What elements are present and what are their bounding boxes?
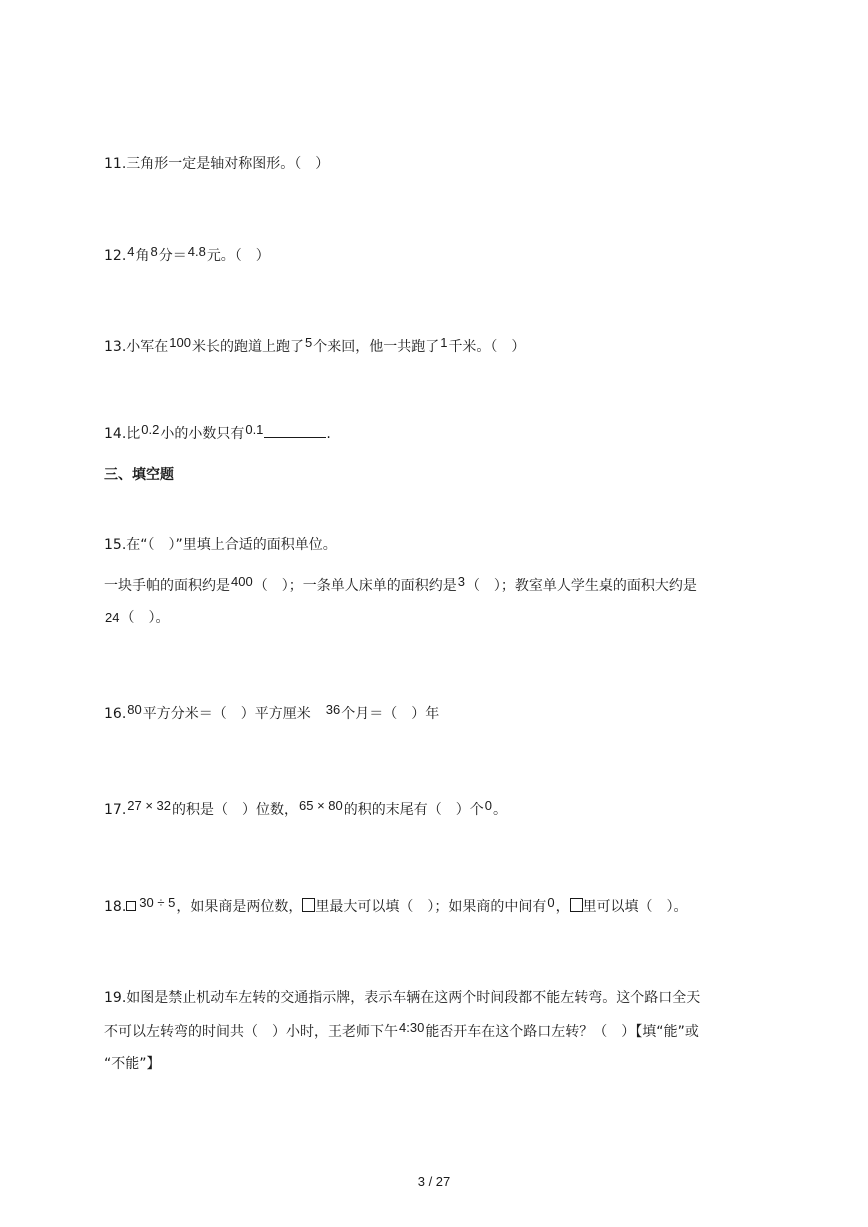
text: . bbox=[326, 426, 331, 442]
question-16 bbox=[104, 704, 439, 724]
number: 24 bbox=[105, 610, 120, 625]
text: 14.比 bbox=[104, 426, 141, 442]
question-number: 17. bbox=[104, 802, 127, 818]
question-17 bbox=[104, 800, 507, 820]
question-13 bbox=[104, 337, 525, 357]
question-14 bbox=[104, 423, 331, 444]
math-expression: 27 × 32 bbox=[127, 798, 172, 813]
number: 3 bbox=[457, 574, 465, 589]
number: 100 bbox=[169, 335, 191, 350]
blank-box-icon bbox=[126, 901, 136, 911]
question-15-line3 bbox=[104, 608, 169, 628]
text: 。 bbox=[493, 802, 507, 818]
text: 不可以左转弯的时间共（ ）小时，王老师下午 bbox=[104, 1024, 398, 1040]
number: 80 bbox=[127, 702, 142, 717]
text: （ ）；一条单人床单的面积约是 bbox=[253, 578, 457, 594]
math-expression: 65 × 80 bbox=[299, 798, 343, 813]
text: 能否开车在这个路口左转？（ ）【填“能”或 bbox=[425, 1024, 699, 1040]
question-19 bbox=[104, 988, 700, 1008]
text: 里可以填（ ）。 bbox=[582, 899, 688, 915]
question-number: 16. bbox=[104, 706, 127, 722]
number: 4.8 bbox=[187, 244, 206, 259]
number: 0.2 bbox=[141, 422, 160, 437]
question-15 bbox=[104, 535, 337, 555]
text: 分＝ bbox=[158, 248, 187, 264]
text: 米长的跑道上跑了 bbox=[191, 339, 304, 355]
number: 1 bbox=[440, 335, 448, 350]
text: “不能”】 bbox=[104, 1056, 161, 1072]
text: 平方分米＝（ ）平方厘米 bbox=[142, 706, 325, 722]
text: 的积的末尾有（ ）个 bbox=[343, 802, 484, 818]
text: 千米。（ ） bbox=[448, 339, 526, 355]
text: 15.在“（ ）”里填上合适的面积单位。 bbox=[104, 537, 337, 553]
text: 13.小军在 bbox=[104, 339, 169, 355]
text: ， bbox=[555, 899, 570, 915]
answer-blank[interactable] bbox=[264, 423, 326, 438]
text: 角 bbox=[135, 248, 150, 264]
text: 19.如图是禁止机动车左转的交通指示牌，表示车辆在这两个时间段都不能左转弯。这个路口全天 bbox=[104, 990, 701, 1006]
page-number: 3 / 27 bbox=[417, 1174, 451, 1189]
question-11-text: 11.三角形一定是轴对称图形。（ ） bbox=[104, 156, 330, 172]
text: （ ）；教室单人学生桌的面积大约是 bbox=[465, 578, 697, 594]
question-15-line2 bbox=[104, 576, 697, 596]
text: （ ）。 bbox=[120, 610, 170, 626]
number: 4:30 bbox=[399, 1020, 425, 1035]
number: 36 bbox=[325, 702, 341, 717]
blank-box-icon bbox=[570, 898, 583, 912]
question-12 bbox=[104, 246, 270, 266]
question-11 bbox=[104, 154, 329, 174]
section-title: 三、填空题 bbox=[104, 467, 174, 483]
number: 0 bbox=[547, 895, 555, 910]
math-expression: 30 ÷ 5 bbox=[139, 895, 176, 910]
text: 的积是（ ）位数， bbox=[172, 802, 299, 818]
question-number: 18. bbox=[104, 899, 127, 915]
question-19-line3 bbox=[104, 1054, 161, 1074]
number: 5 bbox=[304, 335, 313, 350]
section-heading bbox=[104, 465, 174, 485]
number: 0.1 bbox=[245, 422, 264, 437]
question-18 bbox=[104, 897, 688, 917]
number: 4 bbox=[127, 244, 135, 259]
question-19-line2 bbox=[104, 1022, 699, 1042]
number: 400 bbox=[231, 574, 253, 589]
text: 个来回，他一共跑了 bbox=[313, 339, 440, 355]
number: 0 bbox=[484, 798, 492, 813]
question-number: 12. bbox=[104, 248, 127, 264]
text: 里最大可以填（ ）；如果商的中间有 bbox=[315, 899, 547, 915]
text: ，如果商是两位数， bbox=[176, 899, 303, 915]
blank-box-icon bbox=[302, 898, 315, 912]
text: 一块手帕的面积约是 bbox=[104, 578, 230, 594]
number: 8 bbox=[150, 244, 158, 259]
text: 个月＝（ ）年 bbox=[341, 706, 440, 722]
text: 元。（ ） bbox=[206, 248, 270, 264]
text: 小的小数只有 bbox=[160, 426, 245, 442]
